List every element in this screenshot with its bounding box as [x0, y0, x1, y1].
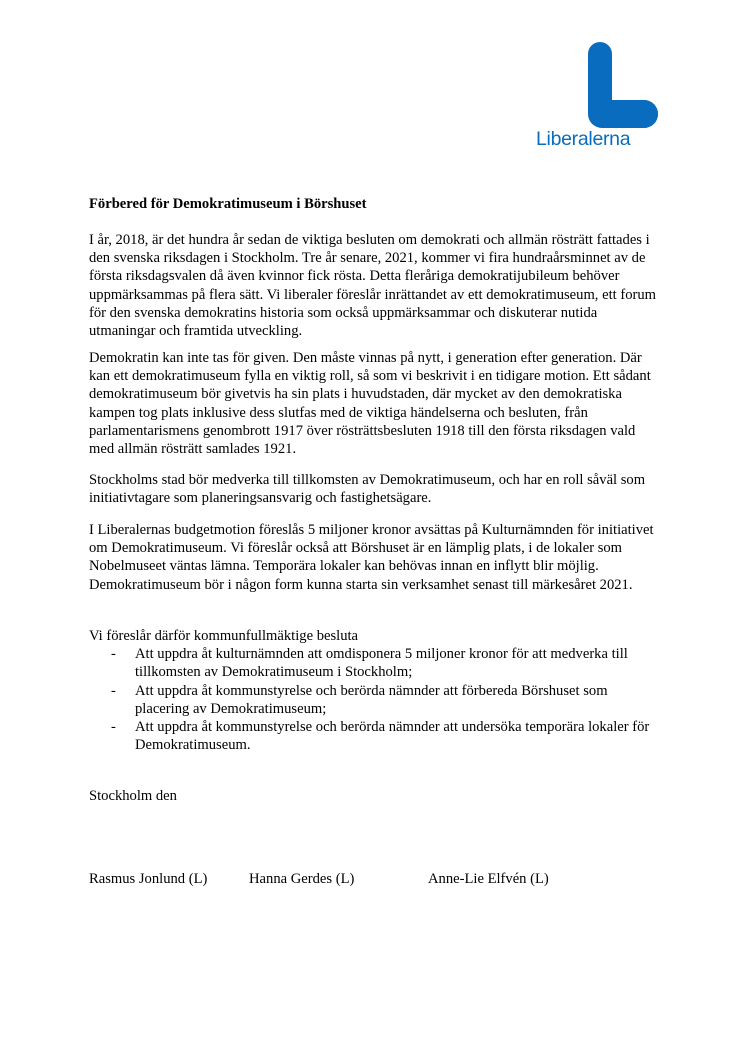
proposal-list: [89, 645, 659, 754]
signatory-3: Anne-Lie Elfvén (L): [428, 871, 549, 887]
logo-wordmark: Liberalerna: [536, 128, 631, 150]
proposal-intro: Vi föreslår därför kommunfullmäktige besluta: [89, 628, 359, 644]
place-date: Stockholm den: [89, 788, 177, 804]
proposal-text: Att uppdra åt kulturnämnden att omdisponera 5 miljoner kronor för att medverka till tillkomsten av Demokratimuseum i Stockholm;: [135, 646, 628, 681]
signatory-2: Hanna Gerdes (L): [249, 871, 355, 887]
proposal-text: Att uppdra åt kommunstyrelse och berörda nämnder att undersöka temporära lokaler för Demokratimuseum.: [135, 719, 650, 754]
proposal-item: [89, 682, 659, 718]
signatory-1: Rasmus Jonlund (L): [89, 871, 208, 887]
paragraph-intro: I år, 2018, är det hundra år sedan de viktiga besluten om demokrati och allmän rösträtt fattades i den svenska riksdagen i Stockholm. Tre år senare, 2021, kommer vi fira hundraårsminnet av de första riksdagsvalen då även kvinnor fick rösta. Detta fleråriga demokratijubileum behöver uppmärksammas på flera sätt. Vi liberaler föreslår inrättandet av ett demokratimuseum, ett forum för den svenska demokratins historia som också uppmärksammar och diskuterar nutida utmaningar och framtida utveckling.: [89, 232, 657, 340]
proposal-item: [89, 645, 659, 681]
liberalerna-logo: [536, 40, 660, 152]
document-title: Förbered för Demokratimuseum i Börshuset: [89, 196, 367, 212]
bullet-dash: -: [111, 646, 116, 663]
paragraph-budget: I Liberalernas budgetmotion föreslås 5 miljoner kronor avsättas på Kulturnämnden för initiativet om Demokratimuseum. Vi föreslår också att Börshuset är en lämplig plats, i de lokaler som Nobelmuseet väntas lämna. Temporära lokaler kan behövas innan en inflytt blir möjlig. Demokratimuseum bör i någon form kunna starta sin verksamhet senast till märkesåret 2021.: [89, 522, 654, 593]
paragraph-democracy: Demokratin kan inte tas för given. Den måste vinnas på nytt, i generation efter generation. Där kan ett demokratimuseum fylla en viktig roll, så som vi beskrivit i en tidigare motion. Ett sådant demokratimuseum bör givetvis ha sin plats i huvudstaden, där mycket av den demokratiska kampen tog plats inklusive dess slutfas med de viktiga händelserna och besluten, från parlamentarismens genombrott 1917 över rösträttsbesluten 1918 till den första riksdagen vald med allmän rösträtt samlades 1921.: [89, 350, 651, 458]
bullet-dash: -: [111, 682, 116, 699]
proposal-text: Att uppdra åt kommunstyrelse och berörda nämnder att förbereda Börshuset som placering av Demokratimuseum;: [135, 682, 608, 717]
proposal-item: [89, 718, 659, 754]
bullet-dash: -: [111, 719, 116, 736]
proposal-section: [89, 627, 659, 754]
paragraph-city-role: Stockholms stad bör medverka till tillkomsten av Demokratimuseum, och har en roll såväl som initiativtagare som planeringsansvarig och fastighetsägare.: [89, 472, 646, 507]
liberalerna-L-logo-icon: [584, 40, 660, 130]
